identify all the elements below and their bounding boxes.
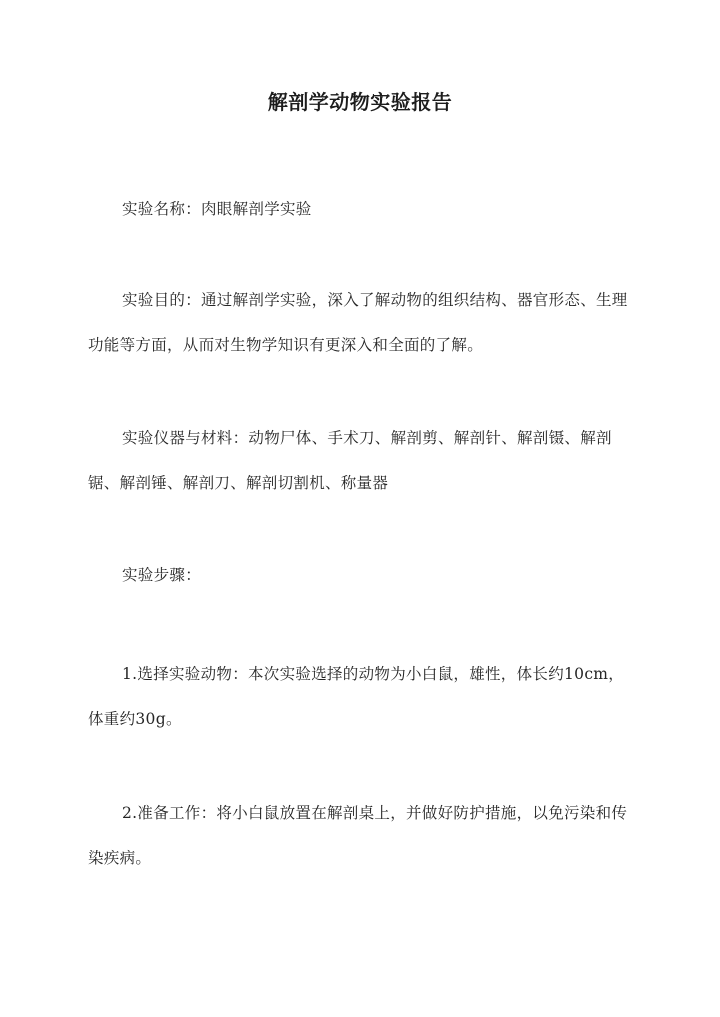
experiment-name-paragraph: 实验名称：肉眼解剖学实验 xyxy=(122,200,312,218)
experiment-materials-paragraph: 实验仪器与材料：动物尸体、手术刀、解剖剪、解剖针、解剖镊、解剖锯、解剖锤、解剖刀、解剖切割机、称量器 xyxy=(88,429,612,492)
step-1-paragraph: 1.选择实验动物：本次实验选择的动物为小白鼠，雄性，体长约10cm，体重约30g。 xyxy=(88,665,625,728)
experiment-steps-heading: 实验步骤： xyxy=(122,566,202,584)
document-title: 解剖学动物实验报告 xyxy=(267,90,453,114)
step-2-paragraph: 2.准备工作：将小白鼠放置在解剖桌上，并做好防护措施，以免污染和传染疾病。 xyxy=(88,804,628,867)
experiment-goal-paragraph: 实验目的：通过解剖学实验，深入了解动物的组织结构、器官形态、生理功能等方面，从而对生物学知识有更深入和全面的了解。 xyxy=(88,291,628,354)
